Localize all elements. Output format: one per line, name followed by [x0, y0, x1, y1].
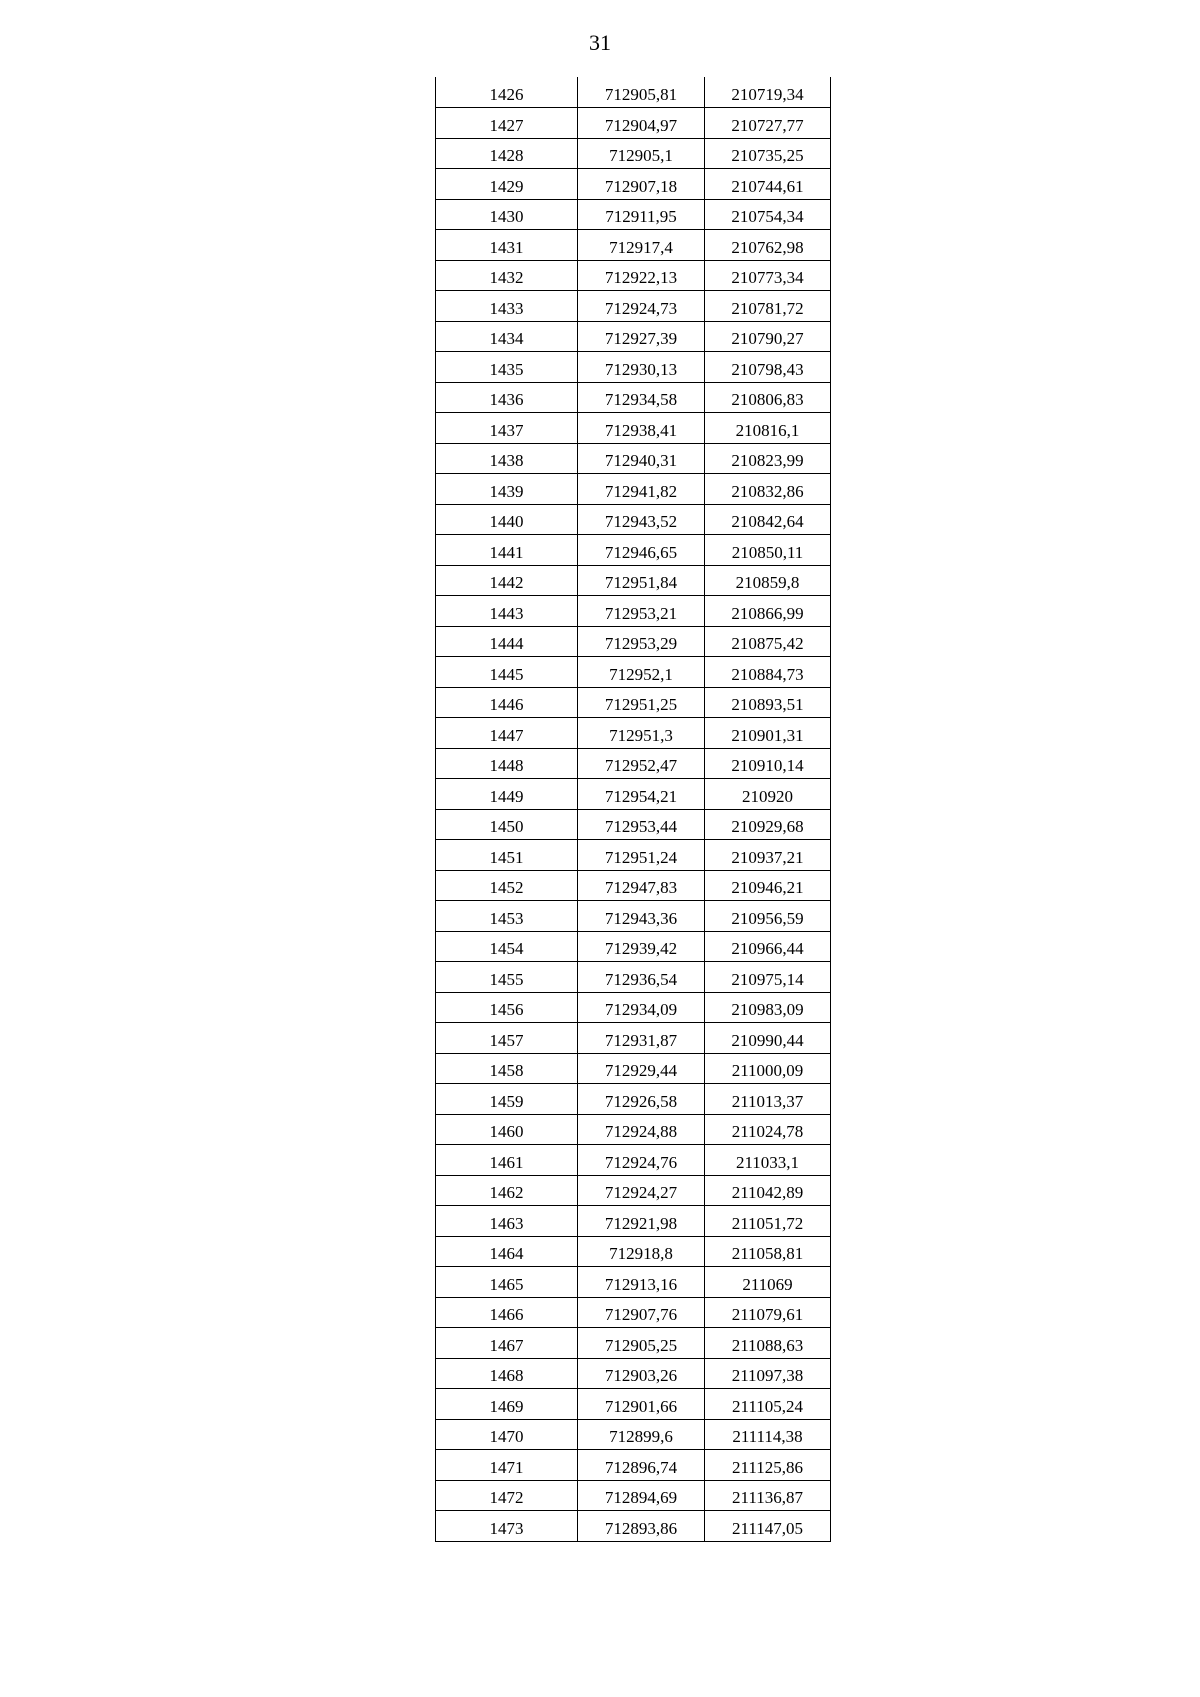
table-row — [436, 1206, 831, 1237]
x-coordinate-cell: 712931,87 — [578, 1023, 705, 1054]
y-coordinate-cell: 211033,1 — [705, 1145, 831, 1176]
y-coordinate-cell: 210781,72 — [705, 291, 831, 322]
table-row — [436, 1267, 831, 1298]
table-row — [436, 992, 831, 1023]
y-coordinate-cell: 210806,83 — [705, 382, 831, 413]
y-coordinate-cell: 210744,61 — [705, 169, 831, 200]
y-coordinate-cell: 210762,98 — [705, 230, 831, 261]
point-number-cell: 1468 — [436, 1358, 578, 1389]
coordinates-table — [435, 77, 831, 1542]
point-number-cell: 1445 — [436, 657, 578, 688]
point-number-cell: 1452 — [436, 870, 578, 901]
y-coordinate-cell: 210929,68 — [705, 809, 831, 840]
table-row — [436, 565, 831, 596]
y-coordinate-cell: 210790,27 — [705, 321, 831, 352]
y-coordinate-cell: 210832,86 — [705, 474, 831, 505]
x-coordinate-cell: 712905,81 — [578, 77, 705, 108]
y-coordinate-cell: 210719,34 — [705, 77, 831, 108]
point-number-cell: 1472 — [436, 1480, 578, 1511]
table-row — [436, 901, 831, 932]
table-row — [436, 687, 831, 718]
x-coordinate-cell: 712904,97 — [578, 108, 705, 139]
point-number-cell: 1433 — [436, 291, 578, 322]
table-row — [436, 321, 831, 352]
y-coordinate-cell: 211079,61 — [705, 1297, 831, 1328]
table-row — [436, 718, 831, 749]
table-row — [436, 138, 831, 169]
x-coordinate-cell: 712924,27 — [578, 1175, 705, 1206]
table-row — [436, 443, 831, 474]
y-coordinate-cell: 210727,77 — [705, 108, 831, 139]
point-number-cell: 1430 — [436, 199, 578, 230]
point-number-cell: 1458 — [436, 1053, 578, 1084]
x-coordinate-cell: 712918,8 — [578, 1236, 705, 1267]
table-row — [436, 169, 831, 200]
y-coordinate-cell: 211088,63 — [705, 1328, 831, 1359]
table-row — [436, 230, 831, 261]
x-coordinate-cell: 712951,84 — [578, 565, 705, 596]
table-row — [436, 1419, 831, 1450]
y-coordinate-cell: 210816,1 — [705, 413, 831, 444]
point-number-cell: 1449 — [436, 779, 578, 810]
table-row — [436, 931, 831, 962]
x-coordinate-cell: 712951,25 — [578, 687, 705, 718]
table-row — [436, 474, 831, 505]
y-coordinate-cell: 211051,72 — [705, 1206, 831, 1237]
y-coordinate-cell: 211125,86 — [705, 1450, 831, 1481]
table-row — [436, 596, 831, 627]
x-coordinate-cell: 712922,13 — [578, 260, 705, 291]
y-coordinate-cell: 211000,09 — [705, 1053, 831, 1084]
table-row — [436, 1450, 831, 1481]
point-number-cell: 1453 — [436, 901, 578, 932]
point-number-cell: 1451 — [436, 840, 578, 871]
y-coordinate-cell: 211058,81 — [705, 1236, 831, 1267]
x-coordinate-cell: 712901,66 — [578, 1389, 705, 1420]
table-row — [436, 840, 831, 871]
y-coordinate-cell: 210983,09 — [705, 992, 831, 1023]
x-coordinate-cell: 712954,21 — [578, 779, 705, 810]
x-coordinate-cell: 712953,44 — [578, 809, 705, 840]
x-coordinate-cell: 712941,82 — [578, 474, 705, 505]
point-number-cell: 1462 — [436, 1175, 578, 1206]
table-row — [436, 626, 831, 657]
point-number-cell: 1461 — [436, 1145, 578, 1176]
x-coordinate-cell: 712934,09 — [578, 992, 705, 1023]
x-coordinate-cell: 712947,83 — [578, 870, 705, 901]
table-row — [436, 382, 831, 413]
y-coordinate-cell: 210798,43 — [705, 352, 831, 383]
table-row — [436, 1023, 831, 1054]
y-coordinate-cell: 210975,14 — [705, 962, 831, 993]
table-row — [436, 1145, 831, 1176]
y-coordinate-cell: 210937,21 — [705, 840, 831, 871]
y-coordinate-cell: 210754,34 — [705, 199, 831, 230]
table-row — [436, 748, 831, 779]
table-row — [436, 1114, 831, 1145]
point-number-cell: 1459 — [436, 1084, 578, 1115]
x-coordinate-cell: 712943,36 — [578, 901, 705, 932]
y-coordinate-cell: 211147,05 — [705, 1511, 831, 1542]
table-row — [436, 413, 831, 444]
y-coordinate-cell: 210956,59 — [705, 901, 831, 932]
x-coordinate-cell: 712952,47 — [578, 748, 705, 779]
point-number-cell: 1450 — [436, 809, 578, 840]
y-coordinate-cell: 210735,25 — [705, 138, 831, 169]
y-coordinate-cell: 210920 — [705, 779, 831, 810]
x-coordinate-cell: 712951,3 — [578, 718, 705, 749]
x-coordinate-cell: 712921,98 — [578, 1206, 705, 1237]
point-number-cell: 1447 — [436, 718, 578, 749]
table-row — [436, 1480, 831, 1511]
y-coordinate-cell: 210850,11 — [705, 535, 831, 566]
point-number-cell: 1432 — [436, 260, 578, 291]
x-coordinate-cell: 712924,73 — [578, 291, 705, 322]
table-row — [436, 962, 831, 993]
x-coordinate-cell: 712939,42 — [578, 931, 705, 962]
table-row — [436, 77, 831, 108]
x-coordinate-cell: 712905,25 — [578, 1328, 705, 1359]
table-body — [436, 77, 831, 1541]
y-coordinate-cell: 210901,31 — [705, 718, 831, 749]
table-row — [436, 1328, 831, 1359]
point-number-cell: 1464 — [436, 1236, 578, 1267]
table-row — [436, 870, 831, 901]
x-coordinate-cell: 712930,13 — [578, 352, 705, 383]
y-coordinate-cell: 210946,21 — [705, 870, 831, 901]
x-coordinate-cell: 712946,65 — [578, 535, 705, 566]
point-number-cell: 1435 — [436, 352, 578, 383]
table-row — [436, 1175, 831, 1206]
point-number-cell: 1454 — [436, 931, 578, 962]
table-row — [436, 1236, 831, 1267]
table-row — [436, 809, 831, 840]
x-coordinate-cell: 712934,58 — [578, 382, 705, 413]
point-number-cell: 1436 — [436, 382, 578, 413]
point-number-cell: 1467 — [436, 1328, 578, 1359]
x-coordinate-cell: 712936,54 — [578, 962, 705, 993]
x-coordinate-cell: 712952,1 — [578, 657, 705, 688]
point-number-cell: 1440 — [436, 504, 578, 535]
x-coordinate-cell: 712907,76 — [578, 1297, 705, 1328]
x-coordinate-cell: 712924,88 — [578, 1114, 705, 1145]
table-row — [436, 779, 831, 810]
table-row — [436, 1389, 831, 1420]
point-number-cell: 1434 — [436, 321, 578, 352]
point-number-cell: 1427 — [436, 108, 578, 139]
point-number-cell: 1438 — [436, 443, 578, 474]
point-number-cell: 1469 — [436, 1389, 578, 1420]
x-coordinate-cell: 712905,1 — [578, 138, 705, 169]
y-coordinate-cell: 210842,64 — [705, 504, 831, 535]
y-coordinate-cell: 211024,78 — [705, 1114, 831, 1145]
y-coordinate-cell: 211136,87 — [705, 1480, 831, 1511]
y-coordinate-cell: 211042,89 — [705, 1175, 831, 1206]
y-coordinate-cell: 210859,8 — [705, 565, 831, 596]
table-row — [436, 1297, 831, 1328]
point-number-cell: 1470 — [436, 1419, 578, 1450]
x-coordinate-cell: 712894,69 — [578, 1480, 705, 1511]
point-number-cell: 1426 — [436, 77, 578, 108]
y-coordinate-cell: 210875,42 — [705, 626, 831, 657]
y-coordinate-cell: 210910,14 — [705, 748, 831, 779]
x-coordinate-cell: 712899,6 — [578, 1419, 705, 1450]
x-coordinate-cell: 712943,52 — [578, 504, 705, 535]
y-coordinate-cell: 210823,99 — [705, 443, 831, 474]
point-number-cell: 1448 — [436, 748, 578, 779]
point-number-cell: 1457 — [436, 1023, 578, 1054]
y-coordinate-cell: 211069 — [705, 1267, 831, 1298]
x-coordinate-cell: 712938,41 — [578, 413, 705, 444]
table-row — [436, 199, 831, 230]
y-coordinate-cell: 211105,24 — [705, 1389, 831, 1420]
y-coordinate-cell: 210893,51 — [705, 687, 831, 718]
table-row — [436, 657, 831, 688]
y-coordinate-cell: 210773,34 — [705, 260, 831, 291]
x-coordinate-cell: 712926,58 — [578, 1084, 705, 1115]
x-coordinate-cell: 712893,86 — [578, 1511, 705, 1542]
table-row — [436, 291, 831, 322]
x-coordinate-cell: 712929,44 — [578, 1053, 705, 1084]
table-row — [436, 504, 831, 535]
point-number-cell: 1465 — [436, 1267, 578, 1298]
table-row — [436, 1053, 831, 1084]
y-coordinate-cell: 210884,73 — [705, 657, 831, 688]
x-coordinate-cell: 712927,39 — [578, 321, 705, 352]
table-row — [436, 1084, 831, 1115]
point-number-cell: 1441 — [436, 535, 578, 566]
point-number-cell: 1456 — [436, 992, 578, 1023]
table-row — [436, 352, 831, 383]
x-coordinate-cell: 712896,74 — [578, 1450, 705, 1481]
table-row — [436, 108, 831, 139]
x-coordinate-cell: 712924,76 — [578, 1145, 705, 1176]
point-number-cell: 1428 — [436, 138, 578, 169]
point-number-cell: 1471 — [436, 1450, 578, 1481]
table-row — [436, 535, 831, 566]
point-number-cell: 1431 — [436, 230, 578, 261]
y-coordinate-cell: 211114,38 — [705, 1419, 831, 1450]
point-number-cell: 1446 — [436, 687, 578, 718]
point-number-cell: 1444 — [436, 626, 578, 657]
point-number-cell: 1473 — [436, 1511, 578, 1542]
point-number-cell: 1443 — [436, 596, 578, 627]
x-coordinate-cell: 712953,21 — [578, 596, 705, 627]
x-coordinate-cell: 712903,26 — [578, 1358, 705, 1389]
x-coordinate-cell: 712917,4 — [578, 230, 705, 261]
x-coordinate-cell: 712913,16 — [578, 1267, 705, 1298]
page-number: 31 — [589, 30, 611, 55]
x-coordinate-cell: 712940,31 — [578, 443, 705, 474]
table-row — [436, 1511, 831, 1542]
point-number-cell: 1442 — [436, 565, 578, 596]
y-coordinate-cell: 211097,38 — [705, 1358, 831, 1389]
y-coordinate-cell: 210966,44 — [705, 931, 831, 962]
point-number-cell: 1460 — [436, 1114, 578, 1145]
table-row — [436, 1358, 831, 1389]
point-number-cell: 1455 — [436, 962, 578, 993]
point-number-cell: 1466 — [436, 1297, 578, 1328]
x-coordinate-cell: 712951,24 — [578, 840, 705, 871]
table-row — [436, 260, 831, 291]
point-number-cell: 1439 — [436, 474, 578, 505]
x-coordinate-cell: 712907,18 — [578, 169, 705, 200]
x-coordinate-cell: 712911,95 — [578, 199, 705, 230]
point-number-cell: 1429 — [436, 169, 578, 200]
y-coordinate-cell: 211013,37 — [705, 1084, 831, 1115]
y-coordinate-cell: 210866,99 — [705, 596, 831, 627]
x-coordinate-cell: 712953,29 — [578, 626, 705, 657]
point-number-cell: 1463 — [436, 1206, 578, 1237]
point-number-cell: 1437 — [436, 413, 578, 444]
y-coordinate-cell: 210990,44 — [705, 1023, 831, 1054]
